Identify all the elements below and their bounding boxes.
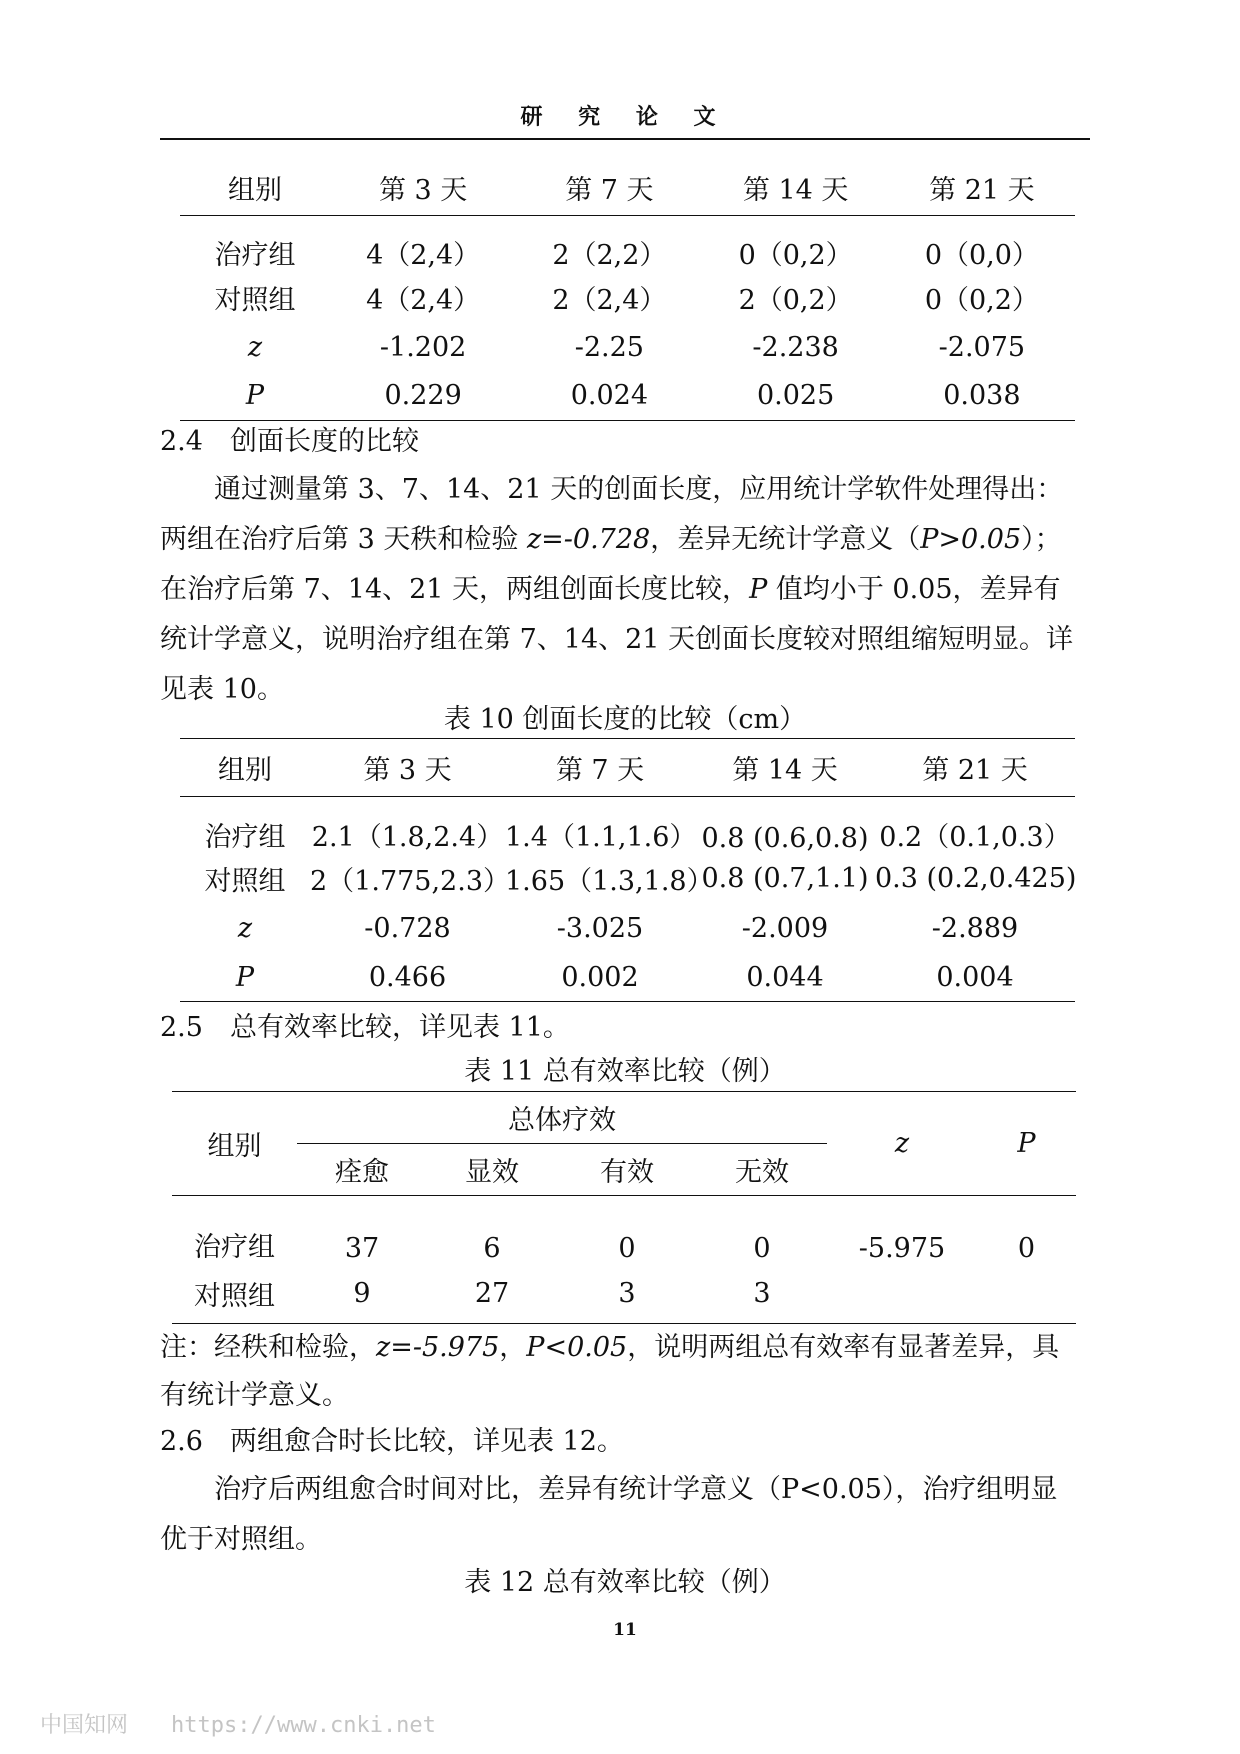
table-cell: -2.009 <box>741 913 829 944</box>
section-heading: 2.4 创面长度的比较 <box>160 426 419 457</box>
table-cell: 0 <box>753 1232 771 1264</box>
column-header: 痊愈 <box>335 1157 389 1188</box>
section-heading: 2.6 两组愈合时长比较，详见表 12。 <box>160 1426 624 1457</box>
table-row <box>180 904 1075 954</box>
table-cell: -3.025 <box>556 913 644 944</box>
column-header: 第 21 天 <box>929 174 1035 206</box>
table-caption: 表 11 总有效率比较（例） <box>464 1056 786 1087</box>
table-row <box>172 1196 1076 1264</box>
table-cell: P <box>235 961 255 993</box>
paragraph-text: 通过测量第 3、7、14、21 天的创面长度，应用统计学软件处理得出：两组在治疗后第 3 天秩和检验 <box>160 474 1064 555</box>
column-header: 无效 <box>735 1157 789 1188</box>
table-10 <box>180 738 1075 1002</box>
table-cell: 1.4（1.1,1.6） <box>505 821 697 853</box>
table-cell: 0.466 <box>368 961 447 993</box>
paragraph <box>160 465 1075 715</box>
table-cell: 37 <box>344 1232 380 1264</box>
paragraph: 治疗后两组愈合时间对比，差异有统计学意义（P<0.05），治疗组明显优于对照组。 <box>160 1474 1058 1555</box>
table-cell: 0.004 <box>936 961 1014 993</box>
column-header: 第 3 天 <box>363 755 452 786</box>
table-cell: -1.202 <box>379 331 467 363</box>
table-cell: P <box>245 380 265 412</box>
table-cell: -2.889 <box>931 913 1019 944</box>
paragraph-stat: z=-0.728 <box>526 524 651 555</box>
table-row <box>180 322 1075 372</box>
table-cell: 2（1.775,2.3） <box>310 866 510 897</box>
column-header: 第 7 天 <box>565 174 654 206</box>
column-header: 第 14 天 <box>732 755 838 786</box>
note-text: ， <box>499 1332 527 1363</box>
table-cell: z <box>247 331 263 363</box>
table-cell: 0.3 (0.2,0.425) <box>875 863 1077 894</box>
table-cell: 3 <box>753 1277 771 1309</box>
column-header: 第 7 天 <box>555 755 645 786</box>
table-header-row <box>180 160 1075 215</box>
table-cell: -0.728 <box>364 913 451 944</box>
table-cell: 0.024 <box>570 380 649 412</box>
column-header: 组别 <box>207 1131 262 1162</box>
table-cell: 2（2,4） <box>552 284 667 316</box>
column-header-span: 总体疗效 <box>297 1092 827 1144</box>
column-header: 第 3 天 <box>378 174 468 206</box>
column-header: 显效 <box>465 1157 519 1188</box>
column-header: 有效 <box>600 1157 654 1188</box>
table-note <box>160 1324 1075 1420</box>
table-header-row <box>180 739 1075 797</box>
table-cell: 0.002 <box>561 961 639 993</box>
column-header: 第 14 天 <box>742 174 849 206</box>
note-stat: z=-5.975 <box>376 1332 500 1363</box>
note-stat: P<0.05 <box>526 1332 628 1363</box>
table-row <box>180 272 1075 322</box>
table-cell: 0.025 <box>756 380 835 412</box>
table-cell: 对照组 <box>204 866 286 897</box>
column-header: 组别 <box>218 755 272 786</box>
table-11 <box>172 1091 1076 1324</box>
table-cell: 3 <box>618 1277 636 1309</box>
column-header: P <box>1017 1128 1036 1159</box>
table-row <box>180 854 1075 904</box>
paragraph-text: ）；在治疗后第 7、14、21 天，两组创面长度比较， <box>160 524 1062 605</box>
table-cell: 27 <box>474 1277 510 1309</box>
table-cell: 4（2,4） <box>366 240 481 271</box>
table-cell: 0.038 <box>943 380 1021 412</box>
footer-url[interactable]: https://www.cnki.net <box>171 1713 436 1738</box>
footer-brand: 中国知网 <box>40 1713 129 1738</box>
column-header: 第 21 天 <box>922 755 1028 786</box>
table-cell: -2.075 <box>938 331 1026 363</box>
table-cell: 0.2（0.1,0.3） <box>879 821 1071 853</box>
note-text: ，说明两组总有效率有显著差异，具有统计学意义。 <box>160 1332 1060 1411</box>
table-cell: 0 <box>618 1232 636 1264</box>
table-cell: 治疗组 <box>194 1231 275 1263</box>
table-cell: 2（0,2） <box>738 284 853 316</box>
paragraph-text: 值均小于 0.05，差异有统计学意义，说明治疗组在第 7、14、21 天创面长度较对照组缩短明显。详见表 10。 <box>160 574 1074 705</box>
table-cell: 2（2,2） <box>552 240 667 271</box>
table-cell: 0 <box>1017 1232 1036 1264</box>
table-cell: -2.25 <box>574 331 644 363</box>
table-cell: 4（2,4） <box>366 284 481 316</box>
table-cell: 对照组 <box>214 284 296 316</box>
page-header-title: 研 究 论 文 <box>520 104 730 130</box>
footer-watermark <box>40 1708 436 1739</box>
paragraph-text: ，差异无统计学意义（ <box>650 524 921 555</box>
table-cell: 治疗组 <box>204 821 286 853</box>
table-cell: 治疗组 <box>214 240 296 271</box>
table-cell: 6 <box>483 1232 501 1264</box>
table-cell: 0（0,2） <box>924 284 1039 316</box>
column-header: 组别 <box>228 174 282 206</box>
table-cell: 0（0,0） <box>924 240 1039 271</box>
section-heading: 2.5 总有效率比较，详见表 11。 <box>160 1012 570 1043</box>
table-cell: -2.238 <box>752 331 839 363</box>
table-header-row <box>172 1092 1076 1144</box>
column-header: z <box>894 1128 910 1159</box>
table-cell: -5.975 <box>858 1232 946 1264</box>
paragraph-stat: P <box>749 574 768 605</box>
table-cell: z <box>237 913 253 944</box>
table-cell: 0.8 (0.6,0.8) <box>701 822 869 854</box>
table-cell: 2.1（1.8,2.4） <box>311 821 504 853</box>
page-number: 11 <box>613 1620 637 1640</box>
table-cell: 1.65（1.3,1.8） <box>505 866 714 897</box>
table-cell: 0.8 (0.7,1.1) <box>701 863 869 894</box>
note-text: 注：经秩和检验， <box>160 1332 376 1363</box>
table-caption: 表 12 总有效率比较（例） <box>464 1567 786 1598</box>
table-cell: 0.229 <box>384 380 462 412</box>
table-cell <box>977 1264 1076 1324</box>
header-rule <box>160 138 1090 140</box>
table-9 <box>180 160 1075 421</box>
table-row <box>180 797 1075 854</box>
table-row <box>180 372 1075 420</box>
table-cell: 0.044 <box>746 961 824 993</box>
table-cell: 对照组 <box>194 1280 275 1312</box>
table-row <box>172 1264 1076 1324</box>
table-cell: 0（0,2） <box>738 240 853 271</box>
table-row <box>180 215 1075 272</box>
table-caption: 表 10 创面长度的比较（cm） <box>443 704 807 735</box>
paragraph-stat: P>0.05 <box>920 524 1022 555</box>
table-cell: 9 <box>353 1277 371 1309</box>
table-cell <box>827 1264 977 1324</box>
table-row <box>180 954 1075 1002</box>
